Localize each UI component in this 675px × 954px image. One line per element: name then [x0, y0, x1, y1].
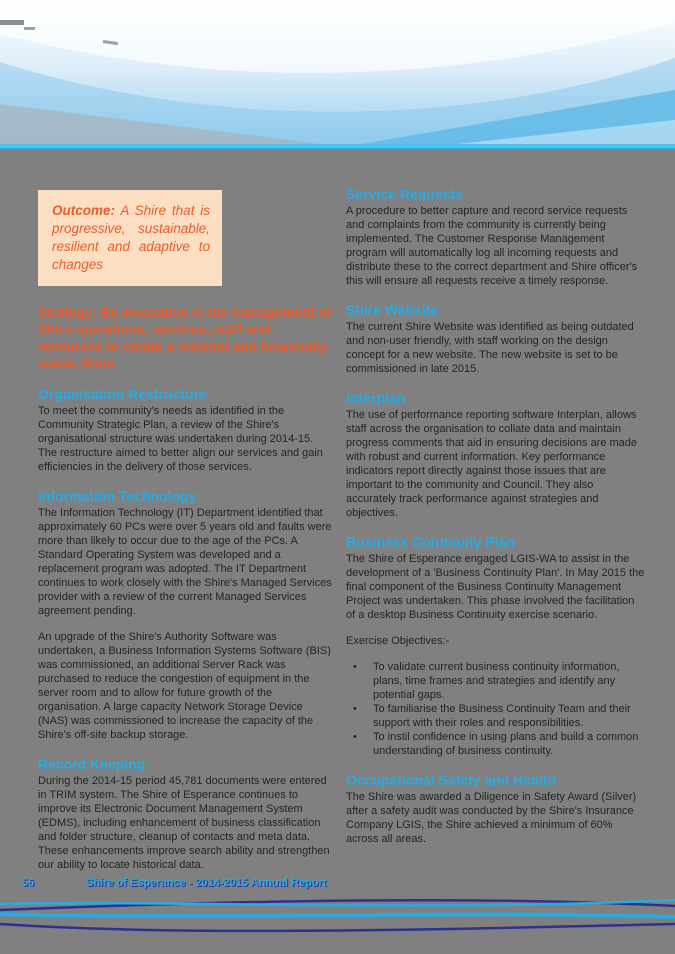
right-column [346, 150, 645, 846]
objective-item: • To validate current business continuity information, plans, time frames and strategies and identify any potential gaps. [346, 660, 645, 702]
section-paragraph: During the 2014-15 period 45,781 documents were entered in TRIM system. The Shire of Esperance continues to improve its Electronic Document Management System (EDMS), including enhancement of business classification and folder structure, cleanup of contacts and meta data. These enhancements improve search ability and strengthen our ability to locate historical data. [38, 775, 330, 871]
section-heading: Shire Website [346, 302, 439, 318]
bottom-wave-svg [0, 890, 675, 954]
section-service-requests [346, 186, 645, 288]
section-organisation-restructure [38, 386, 334, 474]
section-paragraph: The Shire was awarded a Diligence in Safety Award (Silver) after a safety audit was conducted by the Shire's Insurance Company LGIS, the Shire achieved a minimum of 60% across all areas. [346, 791, 637, 845]
objective-item: • To familiarise the Business Continuity Team and their support with their roles and responsibilities. [346, 702, 645, 730]
section-information-technology [38, 488, 334, 742]
section-heading: Service Requests [346, 186, 463, 202]
section-paragraph: The use of performance reporting software Interplan, allows staff across the organisation to collate data and maintain progress comments that aid in ensuring decisions are made with robust and current information. Key performance indicators report directly against those issues that are important to the community and Council. They also accurately track performance against strategies and objectives. [346, 409, 638, 519]
section-heading: Record Keeping [38, 756, 146, 772]
outcome-text: A Shire that is progressive, sustainable, resilient and adaptive to changes [52, 203, 210, 272]
section-paragraph: To meet the community's needs as identified in the Community Strategic Plan, a review of the Shire's organisational structure was undertaken during 2014-15. The restructure aimed to better align our services and gain efficiencies in the delivery of those services. [38, 405, 323, 473]
strategy-statement [38, 304, 334, 372]
left-column [38, 150, 334, 872]
section-paragraph: A procedure to better capture and record service requests and complaints from the community is currently being implemented. The Customer Response Management program will automatically log all incoming requests and distribute these to the correct department and Shire officer's this will ensure all requests receive a timely response. [346, 205, 638, 287]
section-interplan [346, 390, 645, 520]
exercise-objectives-list [346, 660, 645, 758]
section-heading: Occupational Safety and Health [346, 772, 557, 788]
objective-item: • To instil confidence in using plans and build a common understanding of business continuity. [346, 730, 645, 758]
section-paragraph: An upgrade of the Shire's Authority Software was undertaken, a Business Information Systems Software (BIS) was commissioned, an additional Server Rack was purchased to reduce the congestion of equipment in the server room and to allow for future growth of the organisation. A large capacity Network Storage Device (NAS) was commissioned to increase the capacity of the Shire's off-site backup storage. [38, 631, 331, 741]
header-wave-graphic [0, 0, 675, 150]
section-paragraph: The Information Technology (IT) Department identified that approximately 60 PCs were over 5 years old and faults were more than likely to occur due to the age of the PCs. A Standard Operating System was developed and a replacement program was adopted. The IT Department continues to work closely with the Shire's Managed Services provider with a review of the current Managed Services agreement pending. [38, 507, 332, 617]
outcome-box [38, 190, 222, 286]
strategy-text: Be innovative in the management of Shire operations, services, staff and resources to create a resilient and financially stable Shire [38, 305, 332, 371]
section-record-keeping [38, 756, 334, 872]
section-shire-website [346, 302, 645, 376]
bottom-wave-graphic [0, 890, 675, 954]
footer-title: Shire of Esperance - 2014-2015 Annual Report [86, 877, 327, 889]
section-heading: Interplan [346, 390, 406, 406]
section-heading: Organisation Restructure [38, 386, 207, 402]
section-paragraph: Exercise Objectives:- [346, 635, 450, 647]
outcome-label: Outcome: [52, 203, 116, 218]
section-paragraph: The Shire of Esperance engaged LGIS-WA to assist in the development of a 'Business Continuity Plan'. In May 2015 the final component of the Business Continuity Management Project was undertaken. This phase involved the facilitation of a desktop Business Continuity exercise scenario. [346, 553, 645, 621]
page-number: 56 [22, 877, 35, 889]
section-occupational-safety-and-health [346, 772, 645, 846]
header-wave-svg [0, 0, 675, 150]
section-paragraph: The current Shire Website was identified as being outdated and non-user friendly, with staff working on the design concept for a new website. The new website is set to be commissioned in late 2015. [346, 321, 634, 375]
strategy-label: Strategy: [38, 305, 97, 320]
section-heading: Information Technology [38, 488, 197, 504]
section-heading: Business Continuity Plan [346, 534, 515, 550]
section-business-continuity-plan [346, 534, 645, 758]
